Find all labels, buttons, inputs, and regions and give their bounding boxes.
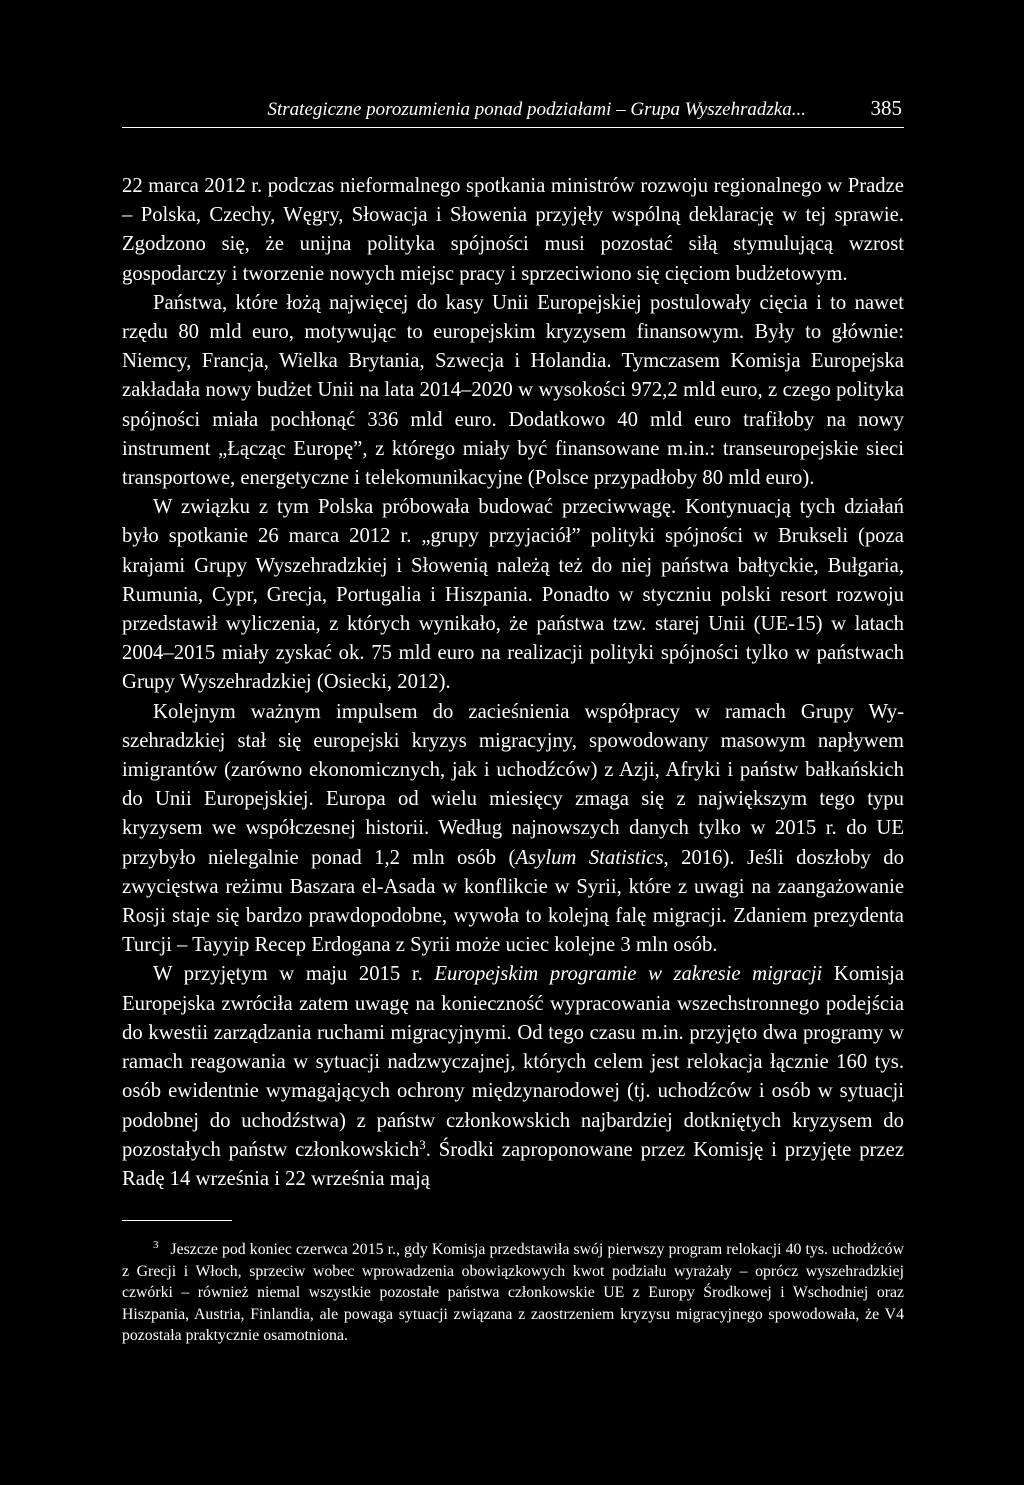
footnotes bbox=[122, 1239, 904, 1347]
running-title: Strategiczne porozumienia ponad podziałami – Grupa Wyszehradzka... bbox=[267, 99, 806, 120]
footnote-reference[interactable]: 3 bbox=[419, 1136, 426, 1152]
footnote-3 bbox=[122, 1239, 904, 1347]
footnote-divider bbox=[122, 1220, 232, 1221]
title-migration-agenda: Europejskim programie w zakresie migracji bbox=[434, 963, 823, 986]
paragraph-5-part-b: Komisja Europejska zwróciła zatem uwagę na konieczność wypracowania wszechstronnego podejścia do kwestii zarządzania ruchami migracyjnymi. Od tego czasu m.in. przyjęto dwa programy w ramach reagowania w sytuacji nadzwyczajnej, których celem jest relokacja łącznie 160 tys. osób ewidentnie wymagających ochrony międzynarodowej (tj. uchodźców i osób w sytuacji podobnej do uchodźstwa) z państw członkowskich najbardziej dotkniętych kryzysem do pozostałych państw członkowskich bbox=[122, 963, 905, 1161]
running-header bbox=[122, 96, 904, 128]
paragraph-5-part-a: W przyjętym w maju 2015 r. bbox=[153, 963, 435, 986]
paragraph-2: Państwa, które łożą najwięcej do kasy Unii Europejskiej postulowały cięcia i to nawet rzędu 80 mld euro, motywując to europejskim kryzysem finansowym. Były to głównie: Niemcy, Francja, Wielka Brytania, Szwecja i Holandia. Tymczasem Komisja Europejska zakładała nowy budżet Unii na lata 2014–2020 w wysokości 972,2 mld euro, z czego polityka spójności miała pochłonąć 336 mld euro. Dodatkowo 40 mld euro trafiłoby na nowy instrument „Łącząc Europę”, z którego miały być finansowane m.in.: transeuropejskie sieci transportowe, energetyczne i telekomunikacyjne (Polsce przypadłoby 80 mld euro). bbox=[122, 291, 904, 490]
page-number: 385 bbox=[870, 96, 902, 120]
footnote-mark: 3 bbox=[153, 1239, 159, 1252]
citation-asylum-statistics: Asylum Statistics bbox=[515, 846, 664, 869]
footnote-text: Jeszcze pod koniec czerwca 2015 r., gdy Komisja przedstawiła swój pierwszy program relokacji 40 tys. uchodźców z Grecji i Włoch, sprzeciw wobec wprowadzenia obowiązkowych kwot podziału wyrażały – oprócz wyszehradzkiej czwórki – również niemal wszystkie pozostałe państwa członkowskie UE z Europy Środkowej i Wschodniej oraz Hiszpania, Austria, Finlandia, ale powaga sytuacji związana z zaostrzeniem kryzysu migracyjnego spowodowała, że V4 pozostała praktycznie osamotniona. bbox=[122, 1241, 904, 1345]
paragraph-1: 22 marca 2012 r. podczas nieformalnego spotkania ministrów rozwoju regionalnego w Pradze – Polska, Czechy, Węgry, Słowacja i Słowenia przyjęły wspólną deklarację w tej sprawie. Zgodzono się, że unijna polityka spójności musi pozostać siłą stymulującą wzrost gospodarczy i tworzenie nowych miejsc pracy i sprzeciwiono się cięciom budżetowym. bbox=[122, 175, 904, 285]
paragraph-4-part-b: , 2016). Jeśli doszłoby do zwycięstwa reżimu Baszara el-Asada w konflikcie w Syrii, które z uwagi na zaangażowanie Rosji staje się bardzo prawdopodobne, wywoła to kolejną falę migracji. Zdaniem prezydenta Turcji – Tayyip Recep Erdogana z Syrii może uciec kolejne 3 mln osób. bbox=[122, 846, 904, 957]
document-page bbox=[122, 96, 904, 1347]
paragraph-4-part-a: Kolejnym ważnym impulsem do zacieśnienia współpracy w ramach Grupy Wyszehradzkiej stał się europejski kryzys migracyjny, spowodowany masowym napływem imigrantów (zarówno ekonomicznych, jak i uchodźców) z Azji, Afryki i państw bałkańskich do Unii Europejskiej. Europa od wielu miesięcy zmaga się z największym tego typu kryzysem we współczesnej historii. Według najnowszych danych tylko w 2015 r. do UE przybyło nielegalnie ponad 1,2 mln osób ( bbox=[122, 700, 904, 869]
paragraph-5 bbox=[122, 960, 904, 1194]
paragraph-4 bbox=[122, 698, 904, 961]
body-text bbox=[122, 172, 904, 1194]
paragraph-5-part-c: . Środki zaproponowane przez Komisję i przyjęte przez Radę 14 września i 22 września mają bbox=[122, 1138, 904, 1190]
paragraph-3: W związku z tym Polska próbowała budować przeciwwagę. Kontynuacją tych działań było spotkanie 26 marca 2012 r. „grupy przyjaciół” polityki spójności w Brukseli (poza krajami Grupy Wyszehradzkiej i Słowenią należą też do niej państwa bałtyckie, Bułgaria, Rumunia, Cypr, Grecja, Portugalia i Hiszpania. Ponadto w styczniu polski resort rozwoju przedstawił wyliczenia, z których wynikało, że państwa tzw. starej Unii (UE-15) w latach 2004–2015 miały zyskać ok. 75 mld euro na realizacji polityki spójności tylko w państwach Grupy Wyszehradzkiej (Osiecki, 2012). bbox=[122, 496, 904, 694]
